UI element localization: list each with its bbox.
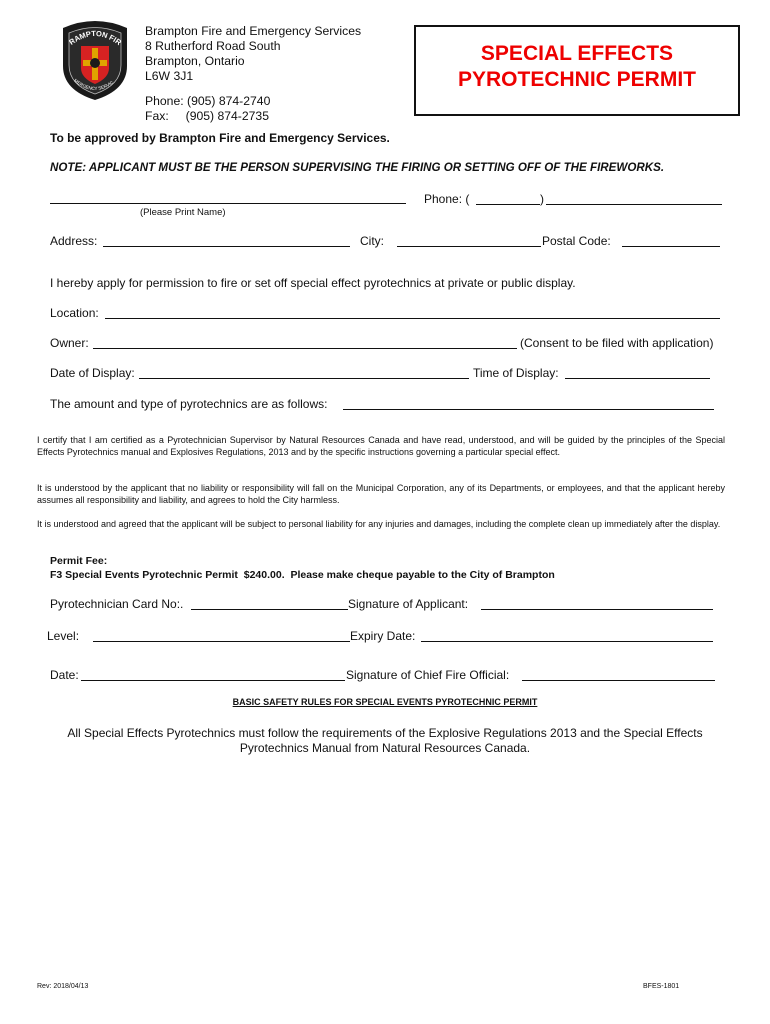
print-name-hint: (Please Print Name) — [140, 207, 226, 218]
address-label: Address: — [50, 234, 98, 248]
phone-label: Phone: ( — [424, 192, 470, 206]
card-no-field[interactable] — [191, 609, 348, 610]
postal-label: Postal Code: — [542, 234, 611, 248]
permit-fee-text: F3 Special Events Pyrotechnic Permit $240.00. Please make cheque payable to the City of Brampton — [50, 569, 555, 581]
amount-field[interactable] — [343, 409, 714, 410]
amount-label: The amount and type of pyrotechnics are as follows: — [50, 397, 328, 411]
org-phone: Phone: (905) 874-2740 — [145, 94, 271, 108]
title-line-2: PYROTECHNIC PERMIT — [457, 68, 696, 91]
date-label: Date: — [50, 668, 79, 682]
location-label: Location: — [50, 306, 99, 320]
safety-rules-heading: BASIC SAFETY RULES FOR SPECIAL EVENTS PYROTECHNIC PERMIT — [232, 697, 538, 707]
logo-text-top: RAMPTON FIR — [67, 28, 124, 48]
location-field[interactable] — [105, 318, 720, 319]
logo-text-bottom: MERGENCY SERVIC — [73, 77, 115, 92]
certify-paragraph: I certify that I am certified as a Pyrotechnician Supervisor by Natural Resources Canada and have read, understood, and will be guided by the principles of the Special Effects Pyrotechnics manual and Explosives Regulations, 2013 and by the specific instructions governing a particular special effect. — [37, 435, 725, 457]
liability-paragraph: It is understood by the applicant that no liability or responsibility will fall on the Municipal Corporation, any of its Departments, or employees, and that the applicant hereby assumes all responsibility and liability, and agrees to hold the City harmless. — [37, 483, 725, 505]
brampton-fire-logo — [55, 18, 135, 102]
signature-applicant-field[interactable] — [481, 609, 713, 610]
address-field[interactable] — [103, 246, 350, 247]
signature-chief-label: Signature of Chief Fire Official: — [346, 668, 510, 682]
date-of-display-label: Date of Display: — [50, 366, 135, 380]
apply-statement: I hereby apply for permission to fire or set off special effect pyrotechnics at private or public display. — [50, 276, 576, 290]
level-field[interactable] — [93, 641, 350, 642]
revision-date: Rev: 2018/04/13 — [37, 983, 89, 990]
approval-text: To be approved by Brampton Fire and Emergency Services. — [50, 131, 390, 145]
expiry-date-label: Expiry Date: — [350, 629, 416, 643]
phone-close-paren: ) — [540, 192, 544, 206]
postal-field[interactable] — [622, 246, 720, 247]
phone-field[interactable] — [476, 204, 540, 205]
time-of-display-label: Time of Display: — [473, 366, 559, 380]
name-field[interactable] — [50, 203, 406, 204]
consent-note: (Consent to be filed with application) — [520, 336, 714, 350]
org-city: Brampton, Ontario — [145, 54, 245, 68]
title-line-1: SPECIAL EFFECTS — [480, 42, 674, 65]
org-address-block — [145, 24, 361, 124]
expiry-date-field[interactable] — [421, 641, 713, 642]
rules-line-2: Pyrotechnics Manual from Natural Resources Canada. — [239, 741, 531, 755]
permit-title-box — [414, 25, 740, 116]
signature-chief-field[interactable] — [522, 680, 715, 681]
org-street: 8 Rutherford Road South — [145, 39, 281, 53]
level-label: Level: — [47, 629, 80, 643]
time-of-display-field[interactable] — [565, 378, 710, 379]
card-no-label: Pyrotechnician Card No:. — [50, 597, 184, 611]
date-of-display-field[interactable] — [139, 378, 469, 379]
date-field[interactable] — [81, 680, 345, 681]
signature-applicant-label: Signature of Applicant: — [348, 597, 469, 611]
org-postal: L6W 3J1 — [145, 69, 194, 83]
rules-line-1: All Special Effects Pyrotechnics must follow the requirements of the Explosive Regulations 2013 and the Special Effects — [67, 726, 703, 740]
org-name: Brampton Fire and Emergency Services — [145, 24, 362, 38]
owner-label: Owner: — [50, 336, 89, 350]
city-label: City: — [360, 234, 384, 248]
note-text: NOTE: APPLICANT MUST BE THE PERSON SUPERVISING THE FIRING OR SETTING OFF OF THE FIREWORKS. — [50, 161, 665, 174]
org-fax: Fax: (905) 874-2735 — [145, 109, 269, 123]
city-field[interactable] — [397, 246, 541, 247]
phone-number-field[interactable] — [546, 204, 722, 205]
owner-field[interactable] — [93, 348, 517, 349]
personal-liability-paragraph: It is understood and agreed that the applicant will be subject to personal liability for any injuries and damages, including the complete clean up immediately after the display. — [37, 519, 721, 529]
permit-fee-heading: Permit Fee: — [50, 555, 108, 567]
form-code: BFES-1801 — [643, 983, 680, 990]
